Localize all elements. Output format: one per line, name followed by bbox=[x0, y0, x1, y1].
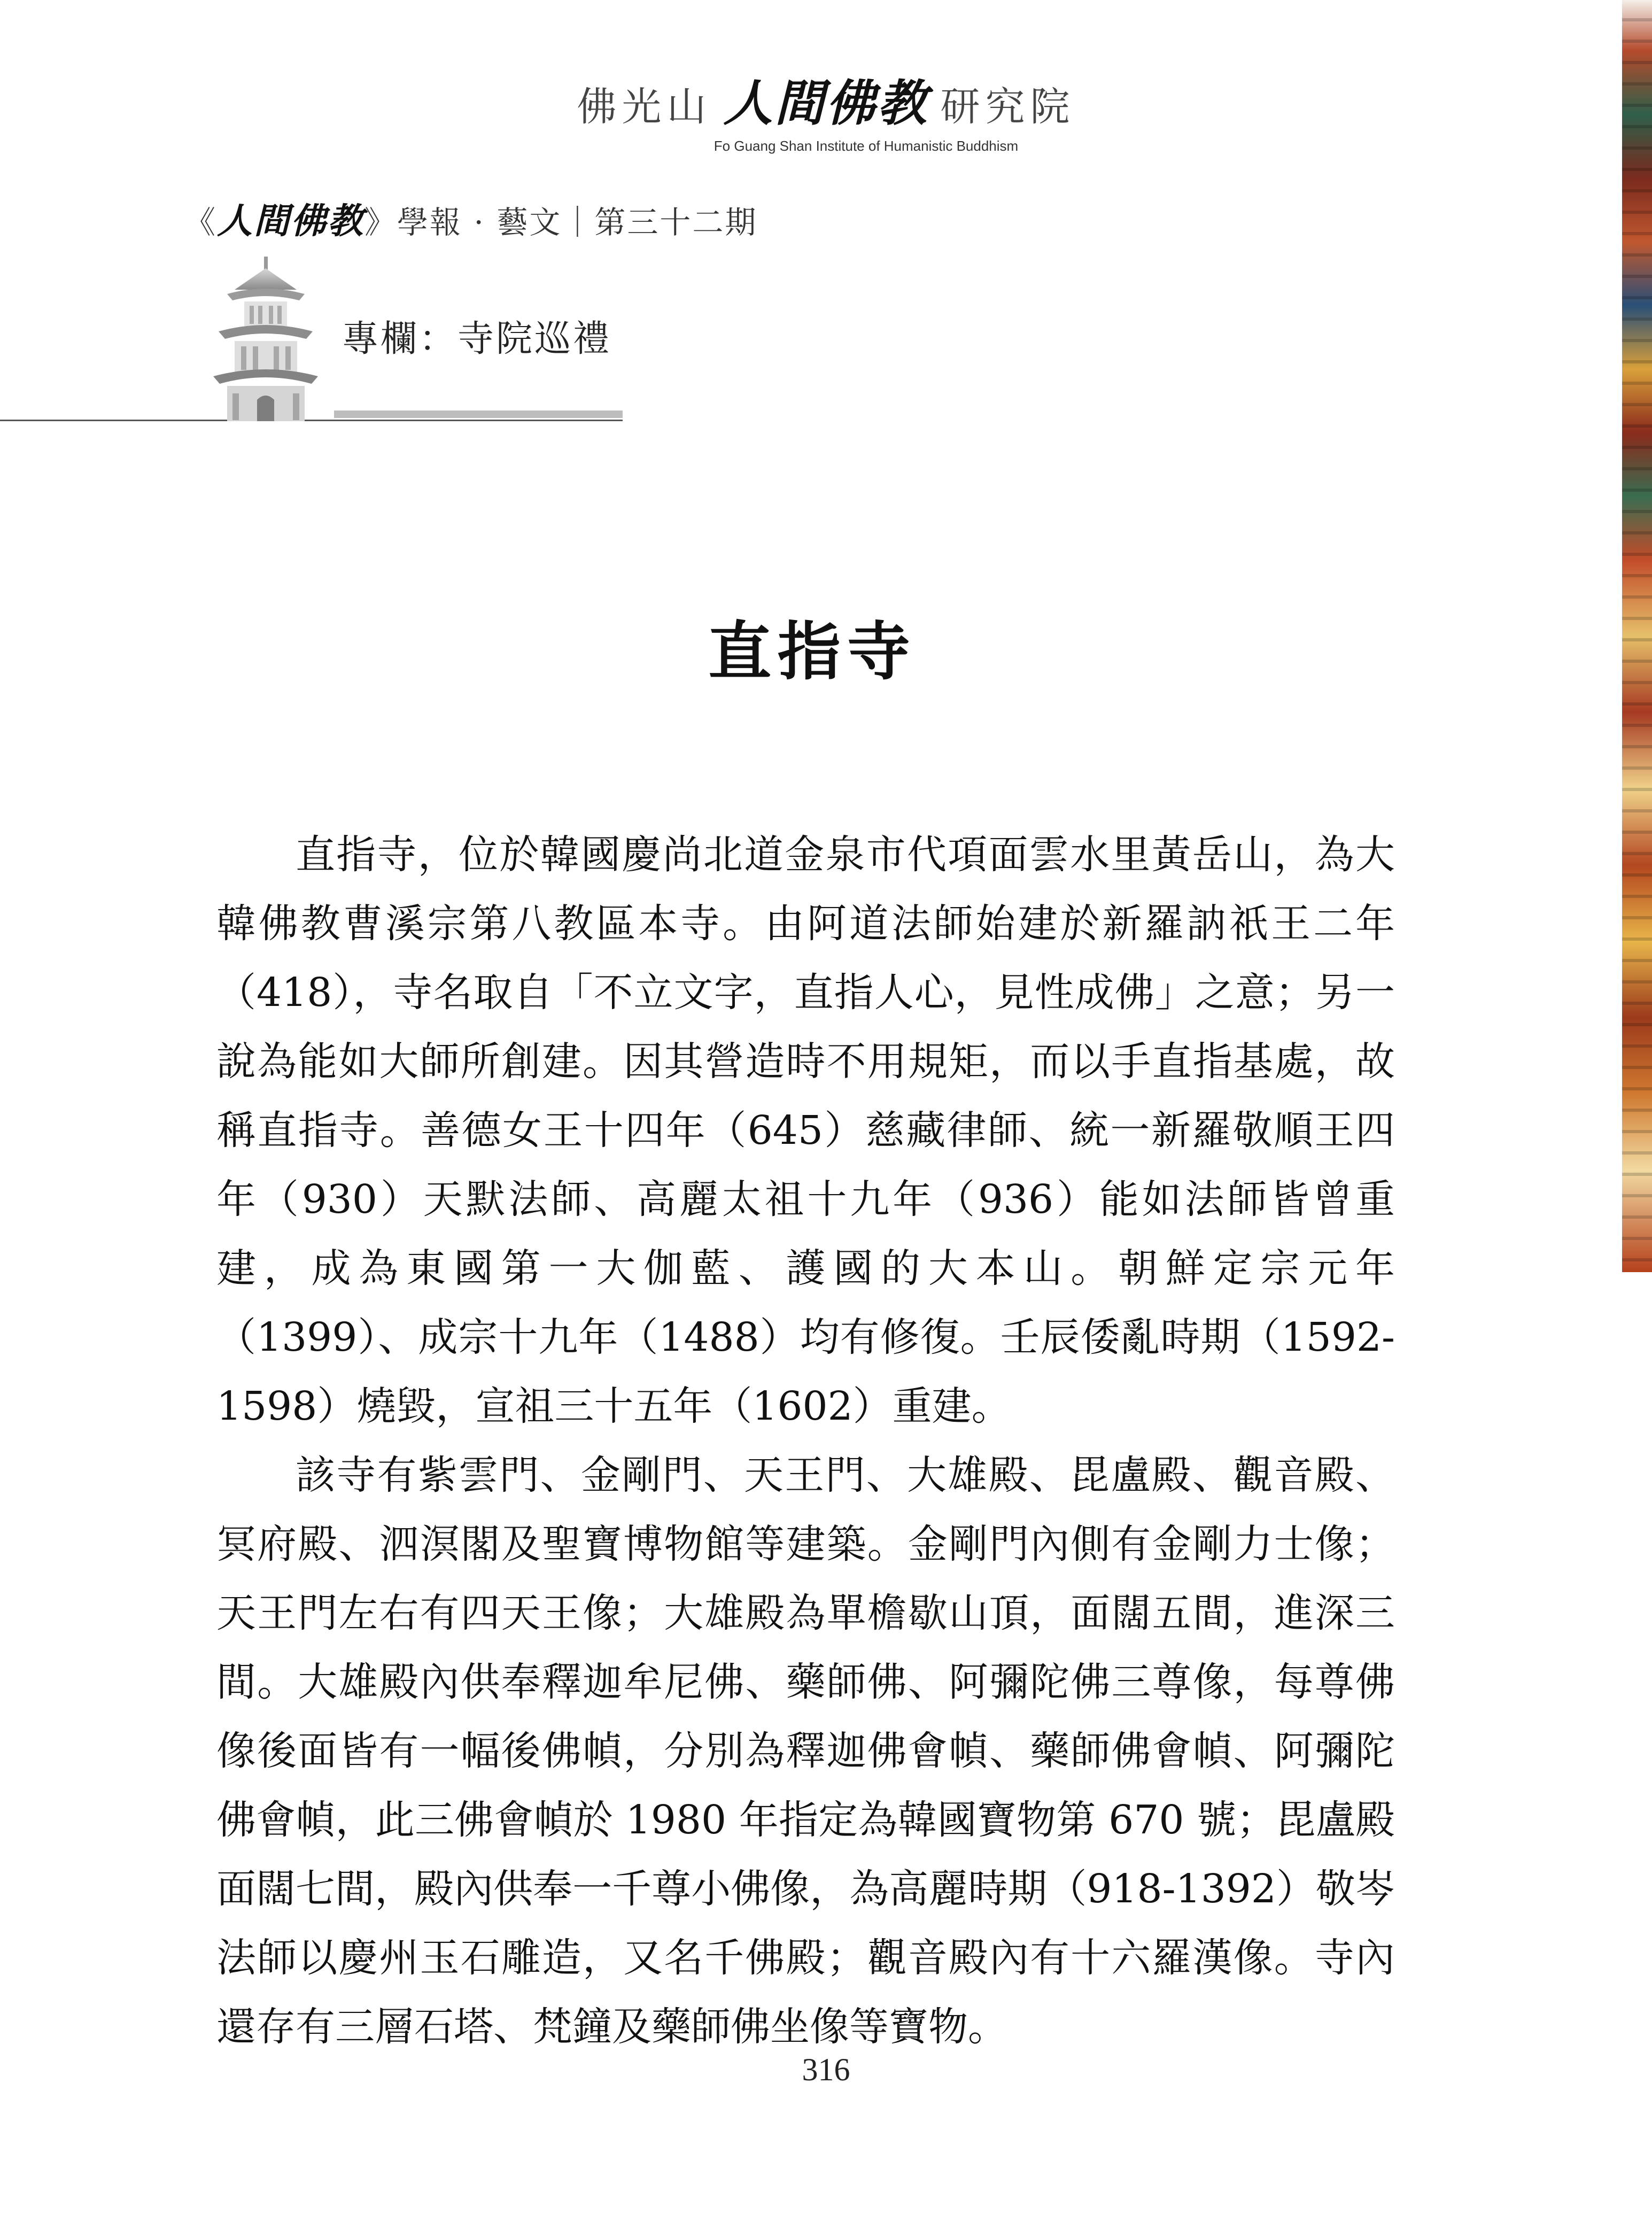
article-paragraph: 直指寺，位於韓國慶尚北道金泉市代項面雲水里黃岳山，為大韓佛教曹溪宗第八教區本寺。由阿道法師始建於新羅訥祇王二年（418），寺名取自「不立文字，直指人心，見性成佛」之意；另一說為能如大師所創建。因其營造時不用規矩，而以手直指基處，故稱直指寺。善德女王十四年（645）慈藏律師、統一新羅敬順王四年（930）天默法師、高麗太祖十九年（936）能如法師皆曾重建，成為東國第一大伽藍、護國的大本山。朝鮮定宗元年（1399）、成宗十九年（1488）均有修復。壬辰倭亂時期（1592-1598）燒毀，宣祖三十五年（1602）重建。 bbox=[216, 832, 1395, 1429]
institute-suffix: 研究院 bbox=[940, 84, 1075, 130]
pagoda-icon bbox=[211, 257, 321, 422]
column-title-underbar bbox=[334, 411, 623, 418]
decorative-strip-pattern bbox=[1622, 0, 1652, 1272]
institute-name-english: Fo Guang Shan Institute of Humanistic Buddhism bbox=[713, 138, 1019, 154]
institute-brand-logo: 人間佛教 bbox=[723, 74, 929, 132]
article-title: 直指寺 bbox=[708, 615, 917, 689]
journal-open-mark: 《 bbox=[184, 204, 218, 241]
institute-header bbox=[0, 64, 1652, 154]
decorative-photo-strip bbox=[1622, 0, 1652, 1272]
institute-name bbox=[0, 64, 1652, 135]
institute-prefix: 佛光山 bbox=[577, 84, 712, 130]
journal-running-head bbox=[184, 192, 757, 243]
journal-issue-info: 》學報 · 藝文｜第三十二期 bbox=[364, 204, 758, 241]
article-paragraph: 該寺有紫雲門、金剛門、天王門、大雄殿、毘盧殿、觀音殿、冥府殿、泗溟閣及聖寶博物館等建築。金剛門內側有金剛力士像；天王門左右有四天王像；大雄殿為單檐歇山頂，面闊五間，進深三間。大雄殿內供奉釋迦牟尼佛、藥師佛、阿彌陀佛三尊像，每尊佛像後面皆有一幅後佛幀，分別為釋迦佛會幀、藥師佛會幀、阿彌陀佛會幀，此三佛會幀於 1980 年指定為韓國寶物第 670 號；毘盧殿面闊七間，殿內供奉一千尊小佛像，為高麗時期（918-1392）敬岑法師以慶州玉石雕造，又名千佛殿；觀音殿內有十六羅漢像。寺內還存有三層石塔、梵鐘及藥師佛坐像等寶物。 bbox=[216, 1452, 1395, 2050]
journal-brand: 人間佛教 bbox=[217, 200, 365, 242]
column-title: 專欄：寺院巡禮 bbox=[342, 318, 612, 360]
article-body bbox=[216, 820, 1395, 2062]
page-number: 316 bbox=[802, 2052, 850, 2087]
column-banner bbox=[0, 251, 631, 428]
